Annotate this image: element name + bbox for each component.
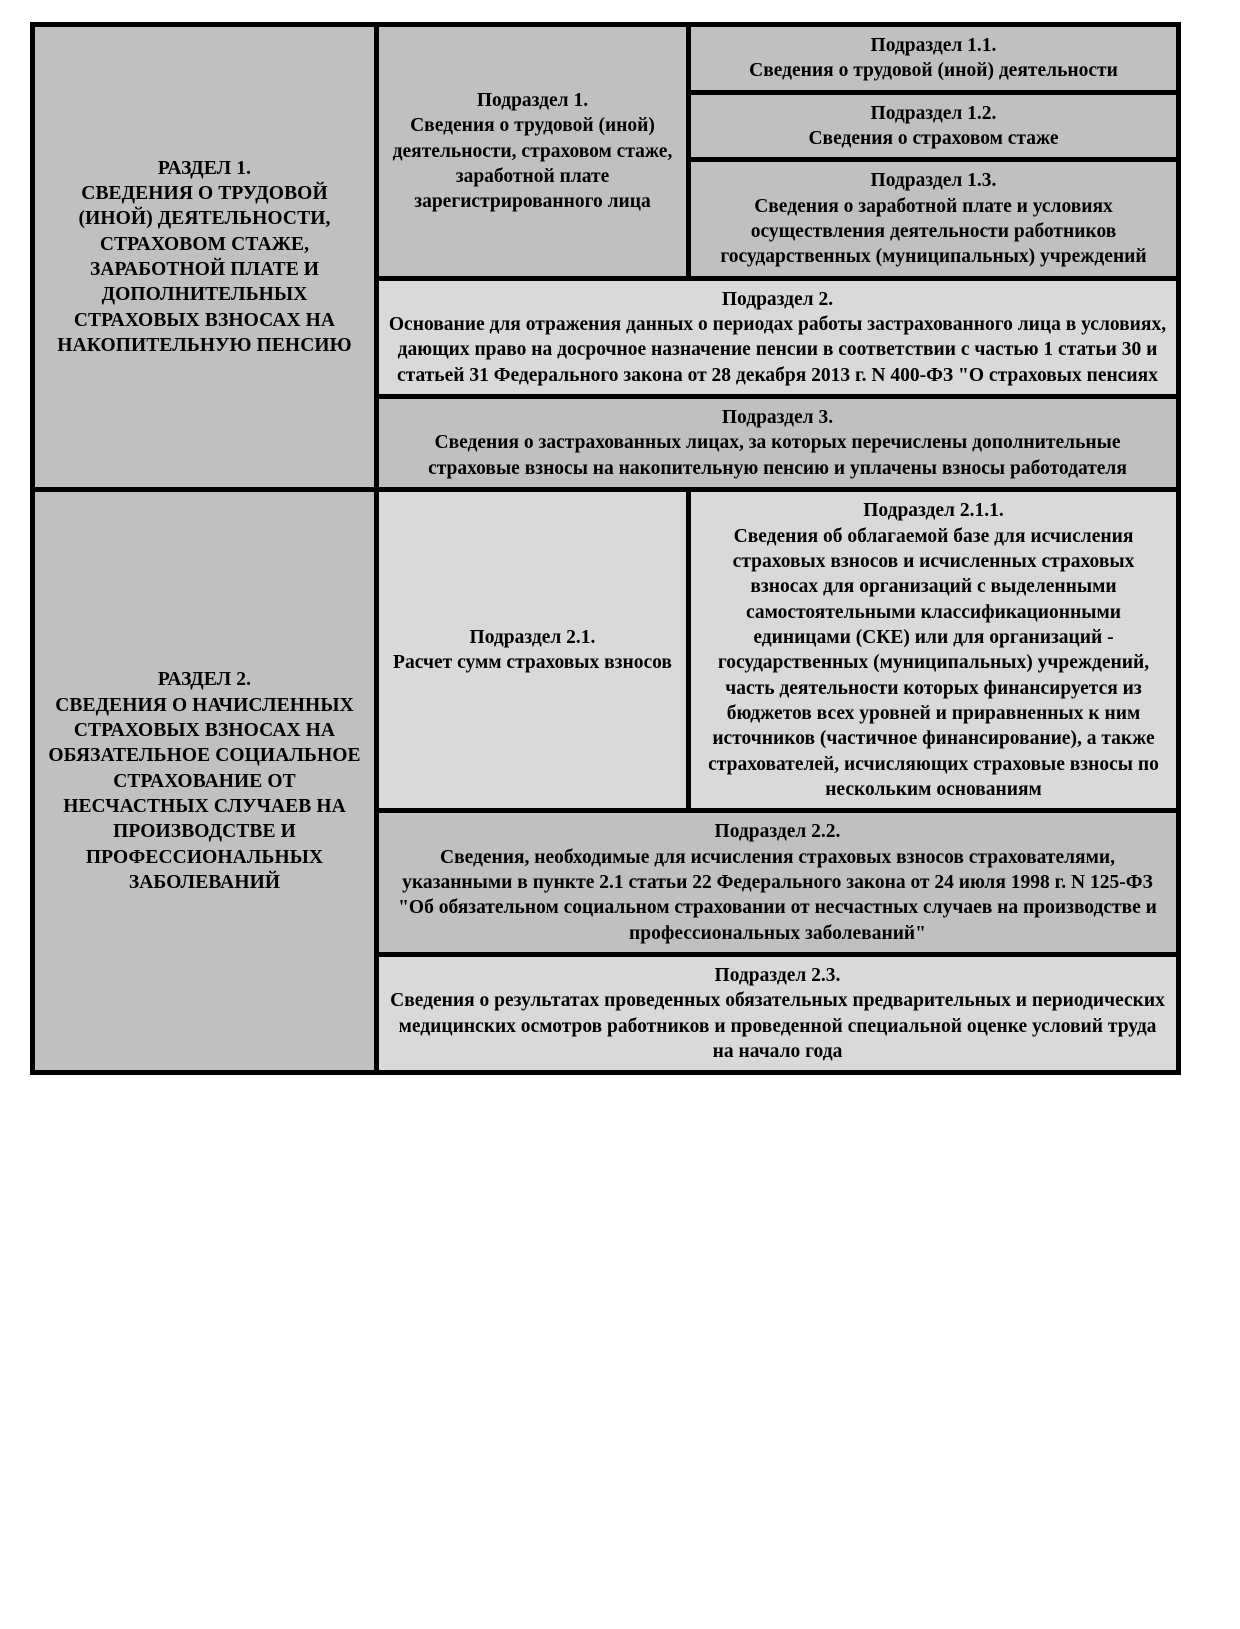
subsection-2-1-title-cell: Подраздел 2.1. Расчет сумм страховых взносов (377, 490, 689, 811)
report-structure-table (30, 22, 1181, 1075)
subsection-1-3-cell: Подраздел 1.3. Сведения о заработной плате и условиях осуществления деятельности работников государственных (муниципальных) учреждений (689, 160, 1179, 278)
subsection-2-cell: Подраздел 2. Основание для отражения данных о периодах работы застрахованного лица в условиях, дающих право на досрочное назначение пенсии в соответствии с частью 1 статьи 30 и статьей 31 Федерального закона от 28 декабря 2013 г. N 400-ФЗ "О страховых пенсиях (377, 278, 1179, 396)
section-2-title-cell: РАЗДЕЛ 2. СВЕДЕНИЯ О НАЧИСЛЕННЫХ СТРАХОВЫХ ВЗНОСАХ НА ОБЯЗАТЕЛЬНОЕ СОЦИАЛЬНОЕ СТРАХОВАНИЕ ОТ НЕСЧАСТНЫХ СЛУЧАЕВ НА ПРОИЗВОДСТВЕ И ПРОФЕССИОНАЛЬНЫХ ЗАБОЛЕВАНИЙ (33, 490, 377, 1073)
table-row (33, 25, 1179, 93)
subsection-1-title-cell: Подраздел 1. Сведения о трудовой (иной) деятельности, страховом стаже, заработной плате зарегистрированного лица (377, 25, 689, 279)
subsection-2-3-cell: Подраздел 2.3. Сведения о результатах проведенных обязательных предварительных и периодических медицинских осмотров работников и проведенной специальной оценке условий труда на начало года (377, 955, 1179, 1073)
subsection-1-2-cell: Подраздел 1.2. Сведения о страховом стаже (689, 92, 1179, 160)
section-1-title-cell: РАЗДЕЛ 1. СВЕДЕНИЯ О ТРУДОВОЙ (ИНОЙ) ДЕЯТЕЛЬНОСТИ, СТРАХОВОМ СТАЖЕ, ЗАРАБОТНОЙ ПЛАТЕ И ДОПОЛНИТЕЛЬНЫХ СТРАХОВЫХ ВЗНОСАХ НА НАКОПИТЕЛЬНУЮ ПЕНСИЮ (33, 25, 377, 490)
subsection-3-cell: Подраздел 3. Сведения о застрахованных лицах, за которых перечислены дополнительные страховые взносы на накопительную пенсию и уплачены взносы работодателя (377, 397, 1179, 490)
table-row (33, 490, 1179, 811)
subsection-1-1-cell: Подраздел 1.1. Сведения о трудовой (иной) деятельности (689, 25, 1179, 93)
subsection-2-1-1-cell: Подраздел 2.1.1. Сведения об облагаемой базе для исчисления страховых взносов и исчисленных страховых взносах для организаций с выделенными самостоятельными классификационными единицами (СКЕ) или для организаций - государственных (муниципальных) учреждений, часть деятельности которых финансируется из бюджетов всех уровней и приравненных к ним источников (частичное финансирование), а также страхователей, исчисляющих страховые взносы по нескольким основаниям (689, 490, 1179, 811)
subsection-2-2-cell: Подраздел 2.2. Сведения, необходимые для исчисления страховых взносов страхователями, указанными в пункте 2.1 статьи 22 Федерального закона от 24 июля 1998 г. N 125-ФЗ "Об обязательном социальном страховании от несчастных случаев на производстве и профессиональных заболеваний" (377, 811, 1179, 955)
